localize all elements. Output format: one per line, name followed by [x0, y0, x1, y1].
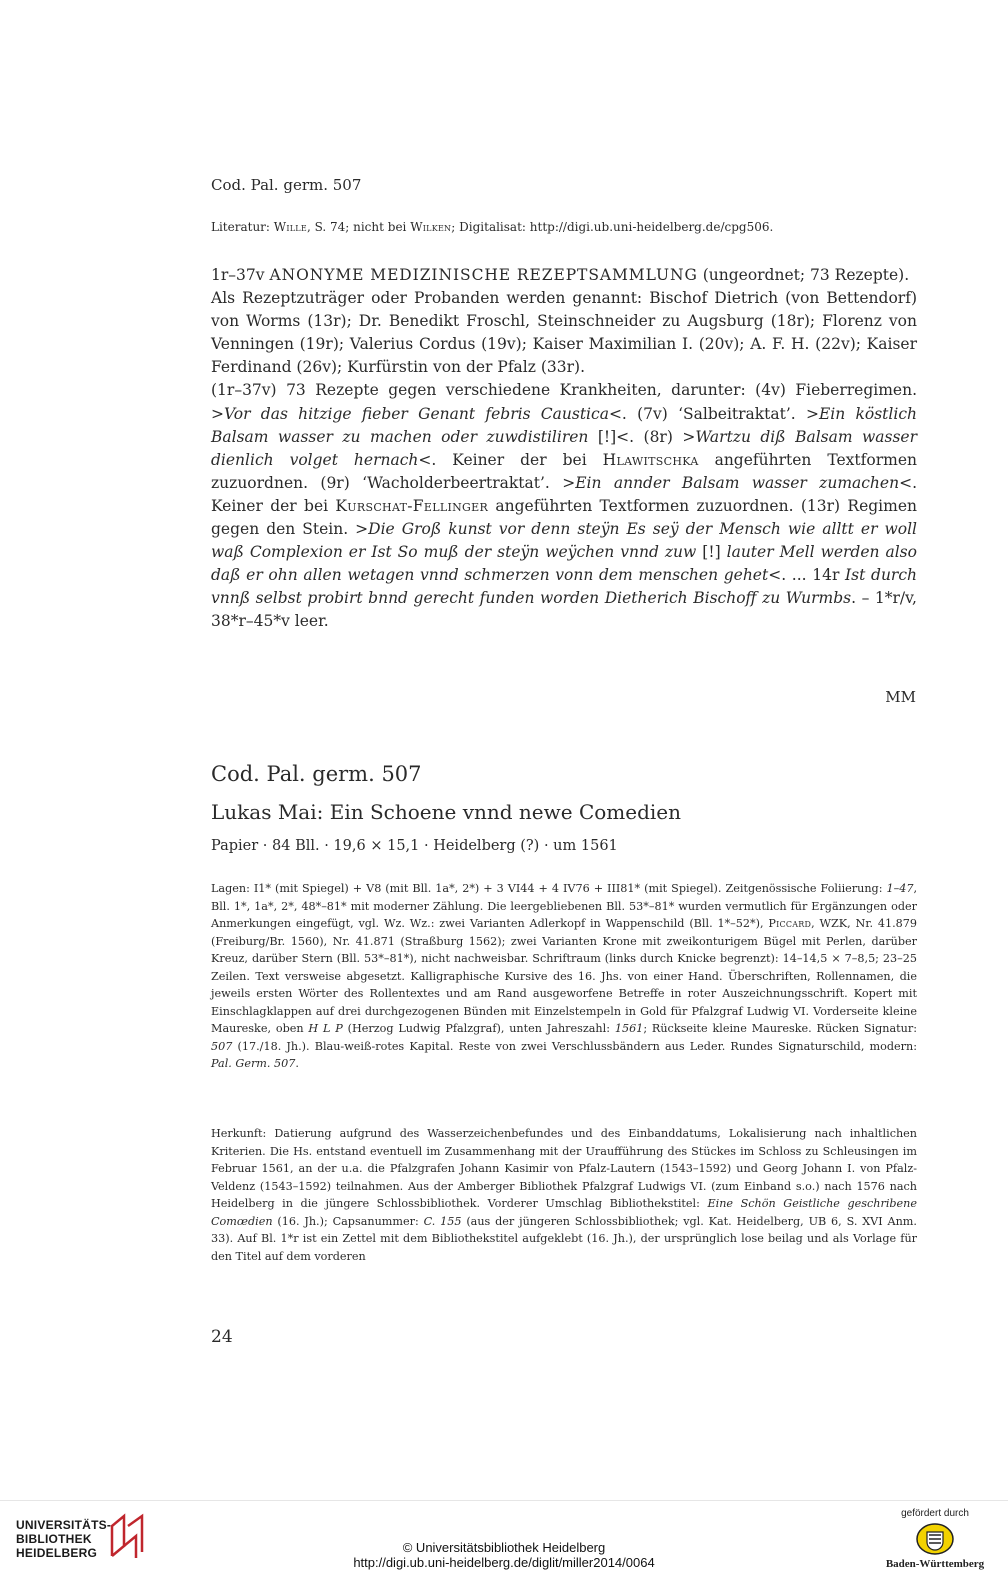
entry-body [211, 264, 917, 634]
running-head: Cod. Pal. germ. 507 [211, 176, 362, 194]
author-wille: Wille [273, 220, 307, 234]
provenance-paragraph: Herkunft: Datierung aufgrund des Wasserzeichenbefundes und des Einbanddatums, Lokalisierung nach inhaltlichen Kriterien. Die Hs. entstand eventuell im Zusammenhang mit der Uraufführung des Stückes im Schloss zu Schleusingen im Februar 1561, an der u.a. die Pfalzgrafen Johann Kasimir von Pfalz-Lautern (1543–1592) und Georg Johann I. von Pfalz-Veldenz (1543–1592) teilnahmen. Aus der Amberger Bibliothek Pfalzgraf Ludwigs VI. (zum Einband s.o.) nach 1576 nach Heidelberg in die jüngere Schlossbibliothek. Vorderer Umschlag Bibliothekstitel: Eine Schön Geistliche geschribene Comœdien (16. Jh.); Capsanummer: C. 155 (aus der jüngeren Schlossbibliothek; vgl. Kat. Heidelberg, UB 6, S. XVI Anm. 33). Auf Bl. 1*r ist ein Zettel mit dem Bibliothekstitel aufgeklebt (16. Jh.), der ursprünglich lose beilag und als Vorlage für den Titel auf dem vorderen [211, 1127, 917, 1263]
record-title: Lukas Mai: Ein Schoene vnnd newe Comedien [211, 800, 681, 824]
record-shelfmark: Cod. Pal. germ. 507 [211, 762, 422, 786]
permalink[interactable]: http://digi.ub.uni-heidelberg.de/diglit/miller2014/0064 [353, 1555, 655, 1570]
codicology-paragraph: Lagen: I1* (mit Spiegel) + V8 (mit Bll. 1a*, 2*) + 3 VI44 + 4 IV76 + III81* (mit Spiegel). Zeitgenössische Foliierung: 1–47, Bll. 1*, 1a*, 2*, 48*–81* mit moderner Zählung. Die leergebliebenen Bll. 53*–81* wurden vermutlich für Ergänzungen oder Anmerkungen eingefügt, vgl. Wz. Wz.: zwei Varianten Adlerkopf in Wappenschild (Bll. 1*–52*), Piccard, WZK, Nr. 41.879 (Freiburg/Br. 1560), Nr. 41.871 (Straßburg 1562); zwei Varianten Krone mit zweikonturigem Bügel mit Perlen, darüber Kreuz, darüber Stern (Bll. 53*–81*), nicht nachweisbar. Schriftraum (links durch Knicke begrenzt): 14–14,5 × 7–8,5; 23–25 Zeilen. Text versweise abgesetzt. Kalligraphische Kursive des 16. Jhs. von einer Hand. Überschriften, Rollennamen, die jeweils ersten Wörter des Rollentextes und am Rand ausgeworfene Betreffe in roter Auszeichnungsschrift. Kopert mit Einschlagklappen auf drei durchgezogenen Bünden mit Einzelstempeln in Gold für Pfalzgraf Ludwig VI. Vorderseite kleine Maureske, oben H L P (Herzog Ludwig Pfalzgraf), unten Jahreszahl: 1561; Rückseite kleine Maureske. Rücken Signatur: 507 (17./18. Jh.). Blau-weiß-rotes Kapital. Reste von zwei Verschlussbändern aus Leder. Rundes Signaturschild, modern: Pal. Germ. 507. [211, 882, 917, 1070]
entry-contents: (1r–37v) 73 Rezepte gegen verschiedene Krankheiten, darunter: (4v) Fieberregimen. >Vor das hitzige fieber Genant febris Caustica<. (7v) ‘Salbeitraktat’. >Ein köstlich Balsam wasser zu machen oder zuwdistiliren [!]<. (8r) >Wartzu diß Balsam wasser dienlich volget hernach<. Keiner der bei Hlawitschka angeführten Textformen zuzuordnen. (9r) ‘Wacholderbeertraktat’. >Ein annder Balsam wasser zumachen<. Keiner der bei Kurschat-Fellinger angeführten Textformen zuzuordnen. (13r) Regimen gegen den Stein. >Die Groß kunst vor denn steÿn Es seÿ der Mensch wie alltt er woll waß Complexion er Ist So muß der steÿn weÿchen vnnd zuw [!] lauter Mell werden also daß er ohn allen wetagen vnnd schmerzen vonn dem menschen gehet<. ... 14r Ist durch vnnß selbst probirt bnnd gerecht funden worden Dietherich Bischoff zu Wurmbs. – 1*r/v, 38*r–45*v leer. [211, 381, 918, 631]
footer-divider [0, 1500, 1008, 1501]
library-logo-text[interactable]: UNIVERSITÄTS- BIBLIOTHEK HEIDELBERG [16, 1518, 112, 1560]
footer-credits [0, 1540, 1008, 1570]
author-wilken: Wilken [410, 220, 452, 234]
entry-contributors: Als Rezeptzuträger oder Probanden werden genannt: Bischof Dietrich (von Bettendorf) von Worms (13r); Dr. Benedikt Froschl, Steinschneider zu Augsburg (18r); Florenz von Venningen (19r); Valerius Cordus (19v); Kaiser Maximilian I. (20v); A. F. H. (22v); Kaiser Ferdinand (26v); Kurfürstin von der Pfalz (33r). [211, 289, 917, 377]
funding-badge[interactable]: gefördert durch Baden-Württemberg [885, 1508, 985, 1570]
copyright-text: © Universitätsbibliothek Heidelberg [402, 1540, 606, 1555]
entry-heading: 1r–37v ANONYME MEDIZINISCHE REZEPTSAMMLUNG (ungeordnet; 73 Rezepte). [211, 266, 910, 284]
page-number: 24 [211, 1327, 233, 1347]
record-physical-description: Papier · 84 Bll. · 19,6 × 15,1 · Heidelberg (?) · um 1561 [211, 838, 618, 854]
state-crest-icon [915, 1522, 955, 1556]
literature-line: Literatur: Wille, S. 74; nicht bei Wilken; Digitalisat: http://digi.ub.uni-heidelberg.de/cpg506. [211, 220, 774, 234]
author-initials: MM [885, 688, 916, 706]
